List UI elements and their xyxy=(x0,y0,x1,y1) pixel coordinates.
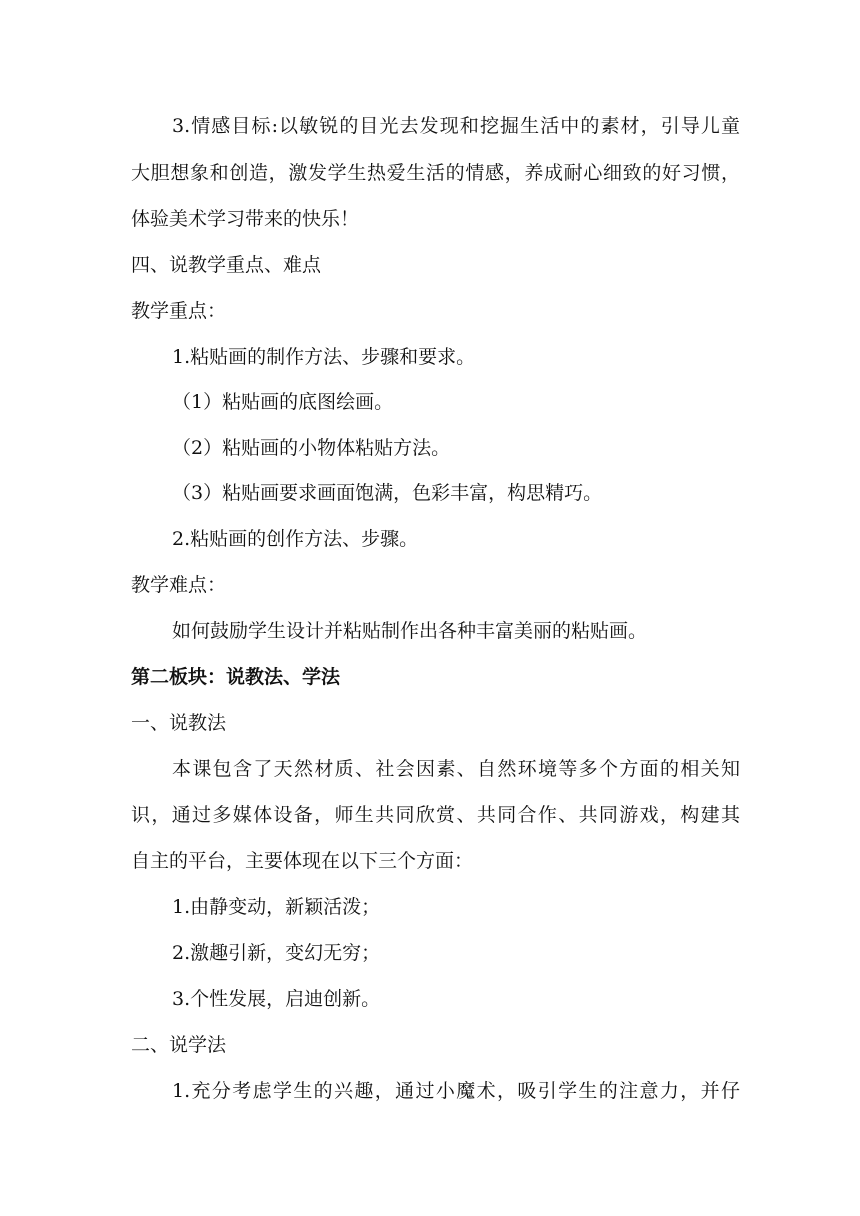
section-heading: 二、说学法 xyxy=(131,1034,227,1056)
list-item: 1.粘贴画的制作方法、步骤和要求。 xyxy=(172,346,476,368)
list-item: （1）粘贴画的底图绘画。 xyxy=(172,391,394,413)
list-item: 2.粘贴画的创作方法、步骤。 xyxy=(172,528,419,550)
paragraph-line: 3.情感目标:以敏锐的目光去发现和挖掘生活中的素材，引导儿童 xyxy=(172,115,740,137)
list-item: （2）粘贴画的小物体粘贴方法。 xyxy=(172,437,451,459)
list-item: 2.激趣引新，变幻无穷； xyxy=(172,942,381,964)
list-item: 1.由静变动，新颖活泼； xyxy=(172,896,381,918)
subheading: 教学重点： xyxy=(131,300,227,322)
list-item: （3）粘贴画要求画面饱满，色彩丰富，构思精巧。 xyxy=(172,482,603,504)
section-heading: 一、说教法 xyxy=(131,712,227,734)
paragraph-line: 体验美术学习带来的快乐！ xyxy=(131,208,360,230)
subheading: 教学难点： xyxy=(131,574,227,596)
paragraph-line: 1.充分考虑学生的兴趣，通过小魔术，吸引学生的注意力，并仔 xyxy=(172,1080,740,1102)
block-heading: 第二板块：说教法、学法 xyxy=(131,666,341,688)
paragraph-line: 大胆想象和创造，激发学生热爱生活的情感，养成耐心细致的好习惯， xyxy=(131,162,740,184)
section-heading: 四、说教学重点、难点 xyxy=(131,254,322,276)
paragraph-line: 如何鼓励学生设计并粘贴制作出各种丰富美丽的粘贴画。 xyxy=(172,620,648,642)
paragraph-line: 本课包含了天然材质、社会因素、自然环境等多个方面的相关知 xyxy=(172,758,740,780)
paragraph-line: 自主的平台，主要体现在以下三个方面： xyxy=(131,850,474,872)
list-item: 3.个性发展，启迪创新。 xyxy=(172,988,381,1010)
paragraph-line: 识，通过多媒体设备，师生共同欣赏、共同合作、共同游戏，构建其 xyxy=(131,804,740,826)
